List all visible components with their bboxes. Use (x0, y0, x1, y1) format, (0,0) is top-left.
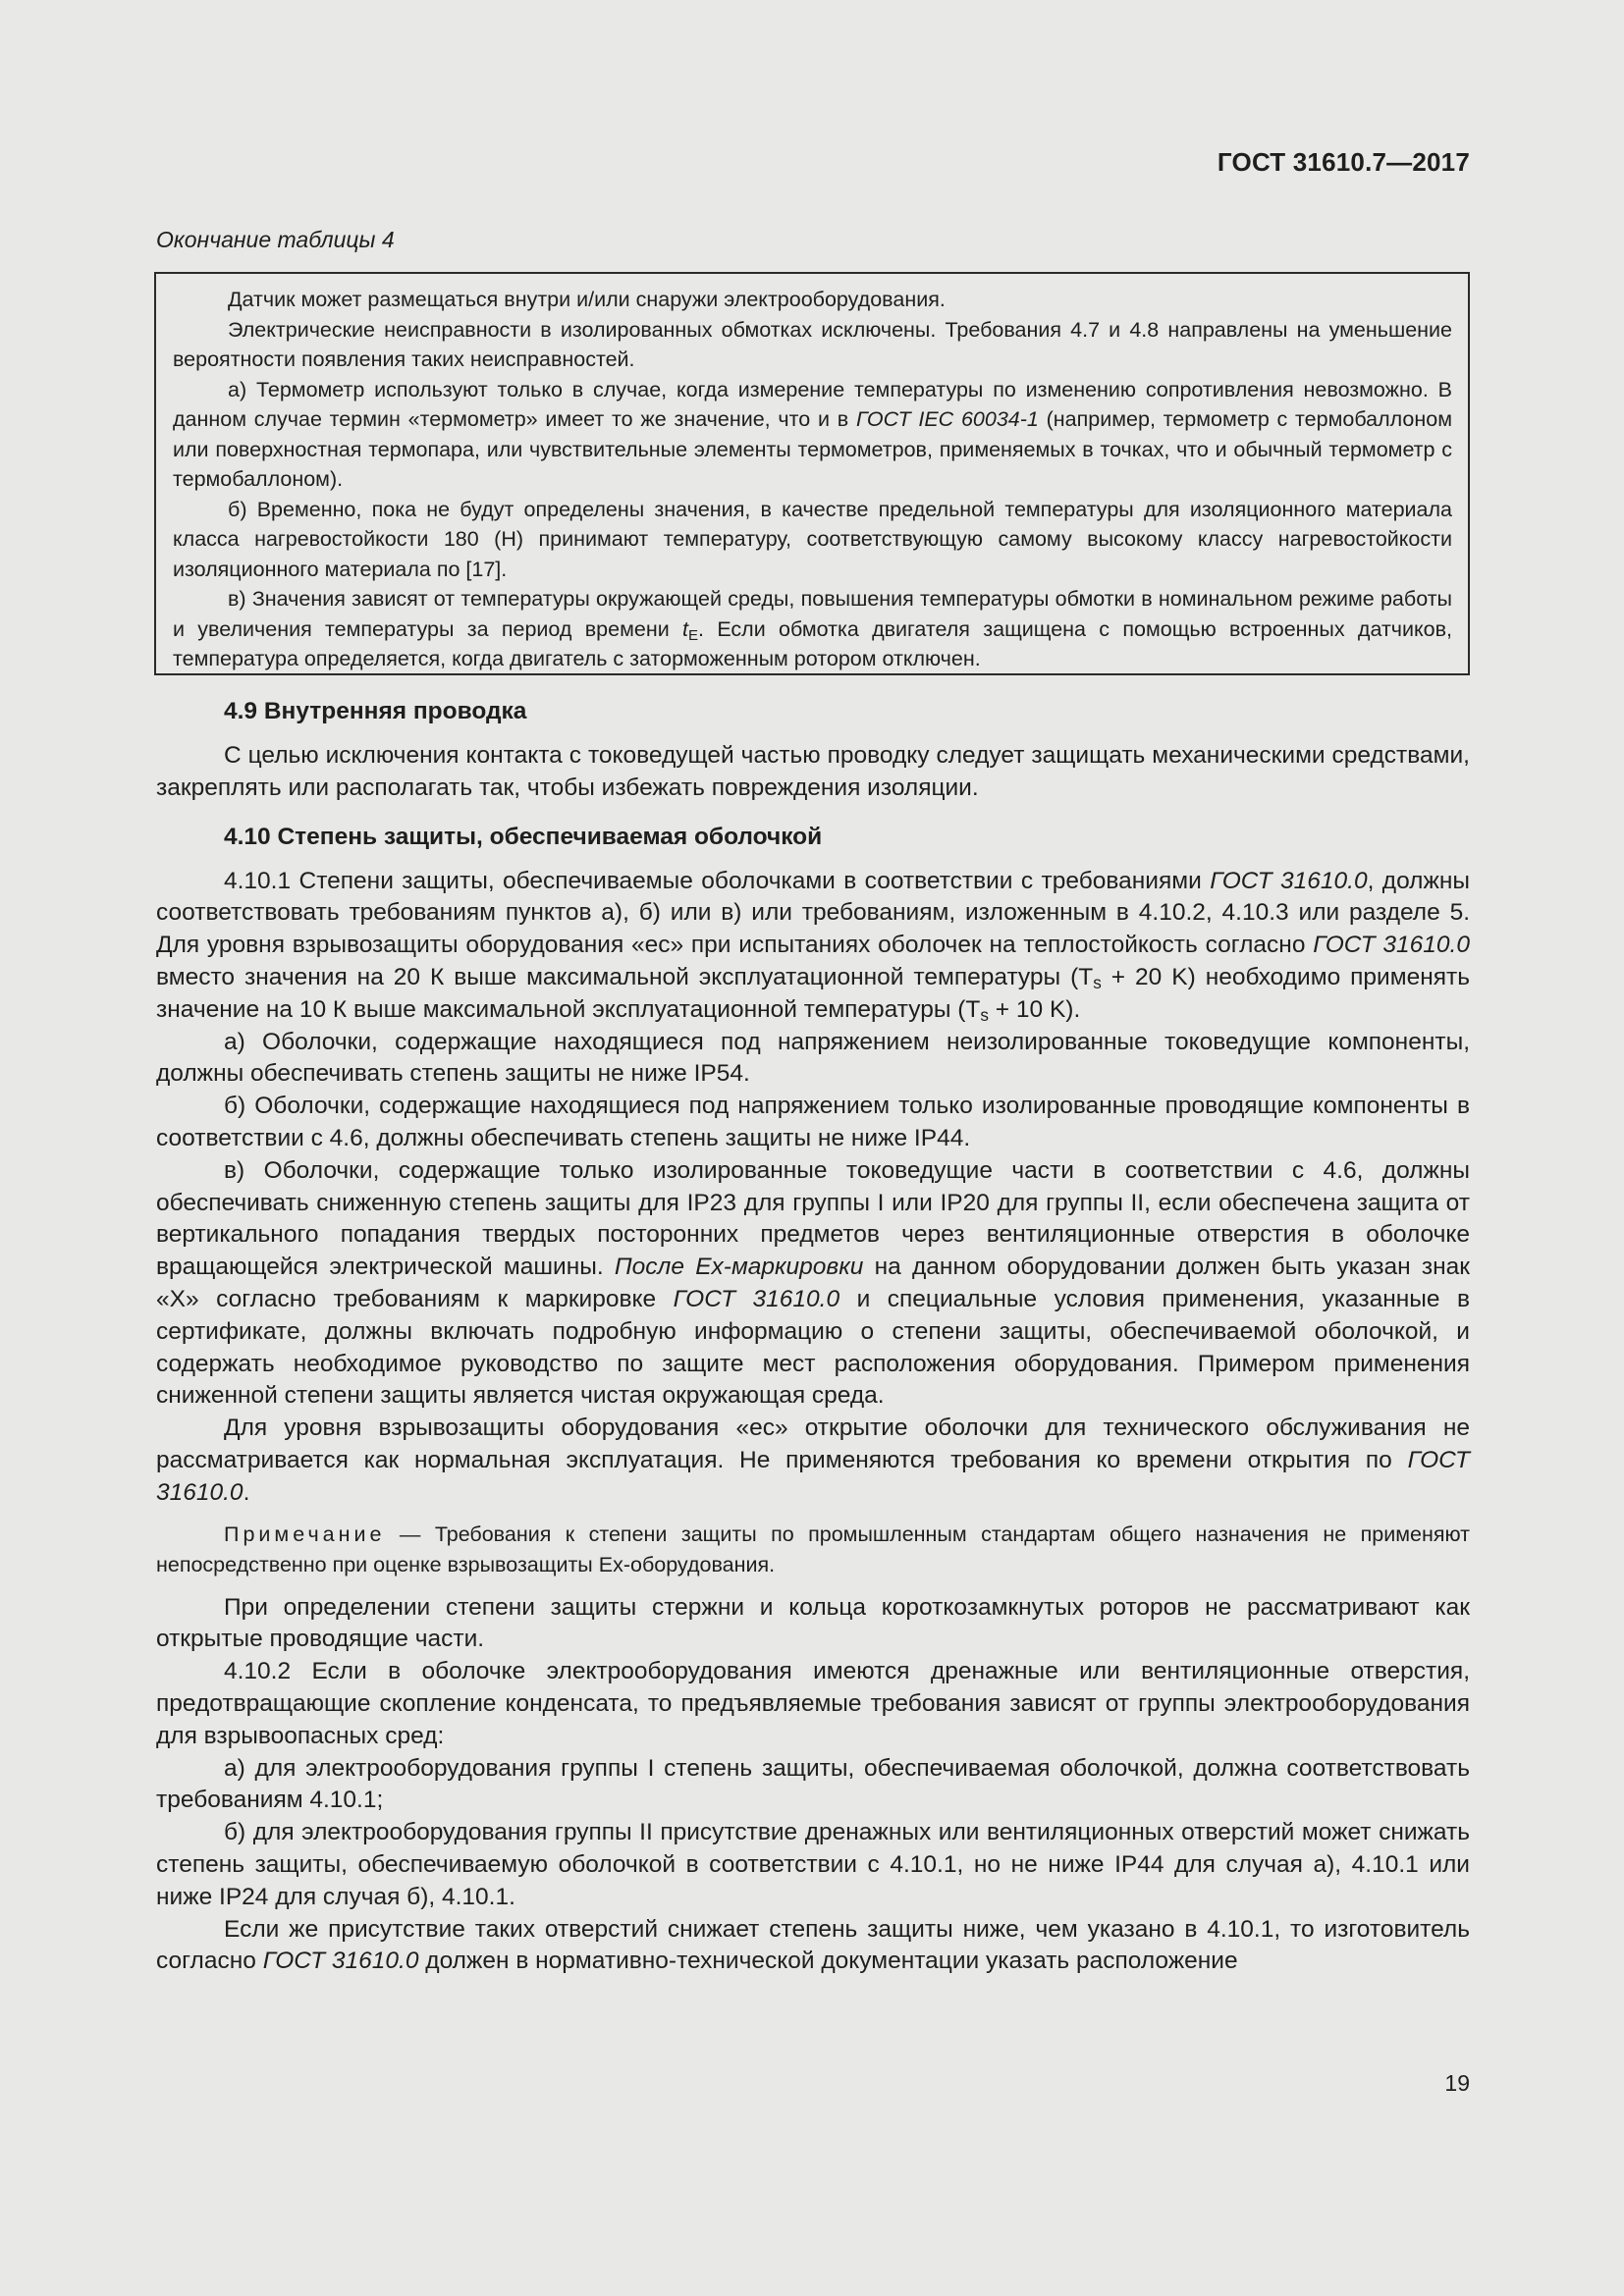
section-heading-4-9: 4.9 Внутренняя проводка (224, 698, 527, 724)
reference-link: ГОСТ 31610.0 (156, 1446, 1470, 1506)
table-notes-box (154, 272, 1470, 675)
note-a-thermometer: а) Термометр используют только в случае, когда измерение температуры по изменению сопротивления невозможно. В данном случае термин «термометр» имеет то же значение, что и в ГОСТ IEC 60034-1 (например, термометр с термобаллоном или поверхностная термопара, или чувствительные элементы термометров, применяемых в точках, что и обычный термометр с термобаллоном). (173, 377, 1452, 491)
paragraph-rotor: При определении степени защиты стержни и кольца короткозамкнутых роторов не рассматривают как открытые проводящие части. (156, 1593, 1470, 1653)
paragraph-item-b: б) Оболочки, содержащие находящиеся под напряжением только изолированные проводящие компоненты в соответствии с 4.6, должны обеспечивать степень защиты не ниже IP44. (156, 1093, 1470, 1151)
paragraph-manufacturer: Если же присутствие таких отверстий снижает степень защиты ниже, чем указано в 4.10.1, то изготовитель согласно ГОСТ 31610.0 должен в нормативно-технической документации указать расположение (156, 1915, 1470, 1975)
paragraph: С целью исключения контакта с токоведущей частью проводку следует защищать механическими средствами, закреплять или располагать так, чтобы избежать повреждения изоляции. (156, 742, 1470, 801)
reference-link: ГОСТ 31610.0 (1313, 932, 1470, 959)
note-electrical-faults: Электрические неисправности в изолированных обмотках исключены. Требования 4.7 и 4.8 направлены на уменьшение вероятности появления таких неисправностей. (173, 317, 1452, 371)
note-label: Примечание (224, 1522, 386, 1546)
reference-link: ГОСТ IEC 60034-1 (855, 407, 1039, 431)
table-caption: Окончание таблицы 4 (156, 227, 395, 252)
note-c-values: в) Значения зависят от температуры окружающей среды, повышения температуры обмотки в номинальном режиме работы и увеличения температуры за период времени $t_E$. Если обмотка двигателя защищена с помощью встроенных датчиков, температура определяется, когда двигатель с заторможенным ротором отключен. (173, 587, 1453, 670)
paragraph-4-10-1: 4.10.1 Степени защиты, обеспечиваемые оболочками в соответствии с требованиями ГОСТ 31610.0, должны соответствовать требованиям пунктов а), б) или в) или требованиям, изложенным в 4.10.2, 4.10.3 или разделе 5. Для уровня взрывозащиты оборудования «ес» при испытаниях оболочек на теплостойкость согласно ГОСТ 31610.0 вместо значения на 20 К выше максимальной эксплуатационной температуры ($T_s + 20$ K) необходимо применять значение на 10 К выше максимальной эксплуатационной температуры ($T_s + 10$ K). (156, 867, 1470, 1025)
paragraph-4-10-2: 4.10.2 Если в оболочке электрооборудования имеются дренажные или вентиляционные отверстия, предотвращающие скопление конденсата, то предъявляемые требования зависят от группы электрооборудования для взрывоопасных сред: (156, 1658, 1470, 1749)
paragraph-ec-opening: Для уровня взрывозащиты оборудования «ес» открытие оболочки для технического обслуживания не рассматривается как нормальная эксплуатация. Не применяются требования ко времени открытия по ГОСТ 31610.0. (156, 1415, 1470, 1506)
paragraph-group-ii: б) для электрооборудования группы II присутствие дренажных или вентиляционных отверстий может снижать степень защиты, обеспечиваемую оболочкой в соответствии с 4.10.1, но не ниже IP44 для случая а), 4.10.1 или ниже IP24 для случая б), 4.10.1. (156, 1819, 1470, 1910)
note-sensor: Датчик может размещаться внутри и/или снаружи электрооборудования. (228, 288, 946, 311)
reference-link: ГОСТ 31610.0 (673, 1285, 840, 1312)
note-b-temporary: б) Временно, пока не будут определены значения, в качестве предельной температуры для изоляционного материала класса нагревостойкости 180 (Н) принимают температуру, соответствующую самому высокому классу нагревостойкости изоляционного материала по [17]. (173, 497, 1452, 581)
section-heading-4-10: 4.10 Степень защиты, обеспечиваемая оболочкой (224, 823, 823, 850)
main-content (156, 695, 1470, 1978)
paragraph-group-i: а) для электрооборудования группы I степень защиты, обеспечиваемая оболочкой, должна соответствовать требованиям 4.10.1; (156, 1754, 1470, 1814)
standard-header: ГОСТ 31610.7—2017 (1217, 147, 1470, 177)
reference-link: ГОСТ 31610.0 (1210, 867, 1368, 894)
page-number: 19 (1444, 2070, 1470, 2096)
note-paragraph: Примечание — Требования к степени защиты по промышленным стандартам общего назначения не применяют непосредственно при оценке взрывозащиты Ex-оборудования. (156, 1522, 1470, 1576)
reference-link: ГОСТ 31610.0 (262, 1948, 419, 1975)
paragraph-item-a: а) Оболочки, содержащие находящиеся под напряжением неизолированные токоведущие компоненты, должны обеспечивать степень защиты не ниже IP54. (156, 1028, 1470, 1088)
paragraph-item-c: в) Оболочки, содержащие только изолированные токоведущие части в соответствии с 4.6, должны обеспечивать сниженную степень защиты для IP23 для группы I или IP20 для группы II, если обеспечена защита от вертикального попадания твердых посторонних предметов через вентиляционные отверстия в оболочке вращающейся электрической машины. После Ex-маркировки на данном оборудовании должен быть указан знак «Х» согласно требованиям к маркировке ГОСТ 31610.0 и специальные условия применения, указанные в сертификате, должны включать подробную информацию о степени защиты, обеспечиваемой оболочкой, и содержать необходимое руководство по защите мест расположения оборудования. Примером применения сниженной степени защиты является чистая окружающая среда. (156, 1156, 1471, 1410)
